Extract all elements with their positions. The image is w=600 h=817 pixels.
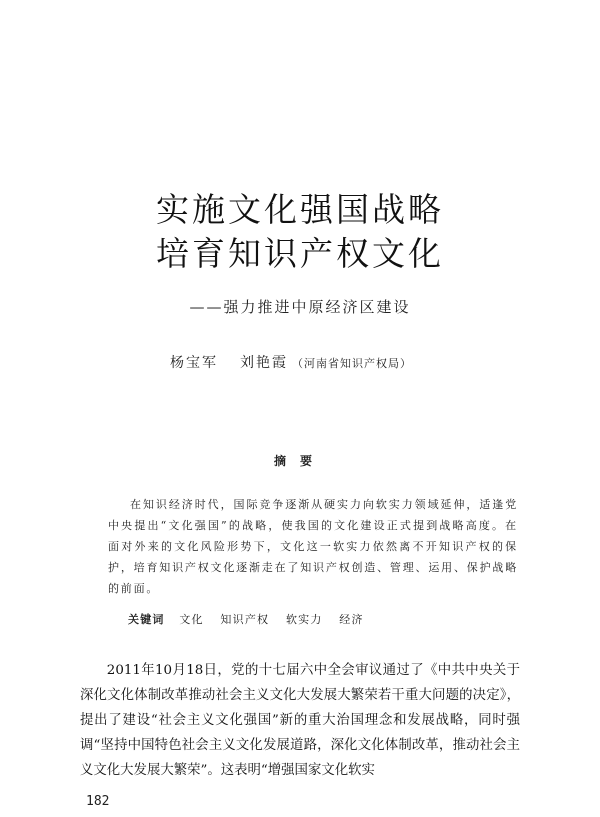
abstract-body: 在知识经济时代，国际竞争逐渐从硬实力向软实力领域延伸，适逢党中央提出“文化强国”的战略，使我国的文化建设正式提到战略高度。在面对外来的文化风险形势下，文化这一软实力依然离不开知识产权的保护，培育知识产权文化逐渐走在了知识产权创造、管理、运用、保护战略的前面。 <box>108 498 518 595</box>
author-name: 杨宝军 <box>170 355 218 371</box>
keywords <box>128 611 548 627</box>
keyword: 软实力 <box>285 613 323 626</box>
author-name: 刘艳霞 <box>240 355 288 371</box>
title-line-1: 实施文化强国战略 <box>156 190 444 229</box>
subtitle: ——强力推进中原经济区建设 <box>189 298 411 316</box>
keyword: 经济 <box>339 613 364 626</box>
keywords-label: 关键词 <box>128 613 165 626</box>
authors <box>170 352 530 372</box>
page-number: 182 <box>86 794 110 809</box>
author-affiliation: （河南省知识产权局） <box>292 357 412 370</box>
body-paragraph: 2011年10月18日，党的十七届六中全会审议通过了《中共中央关于深化文化体制改革推动社会主义文化大发展大繁荣若干重大问题的决定》，提出了建设“社会主义文化强国”新的重大治国理念和发展战略，同时强调“坚持中国特色社会主义文化发展道路，深化文化体制改革，推动社会主义文化大发展大繁荣”。这表明“增强国家文化软实 <box>80 663 520 778</box>
keyword: 知识产权 <box>220 613 270 626</box>
abstract-heading: 摘要 <box>273 454 326 468</box>
title-line-2: 培育知识产权文化 <box>156 234 444 273</box>
keyword: 文化 <box>179 613 204 626</box>
